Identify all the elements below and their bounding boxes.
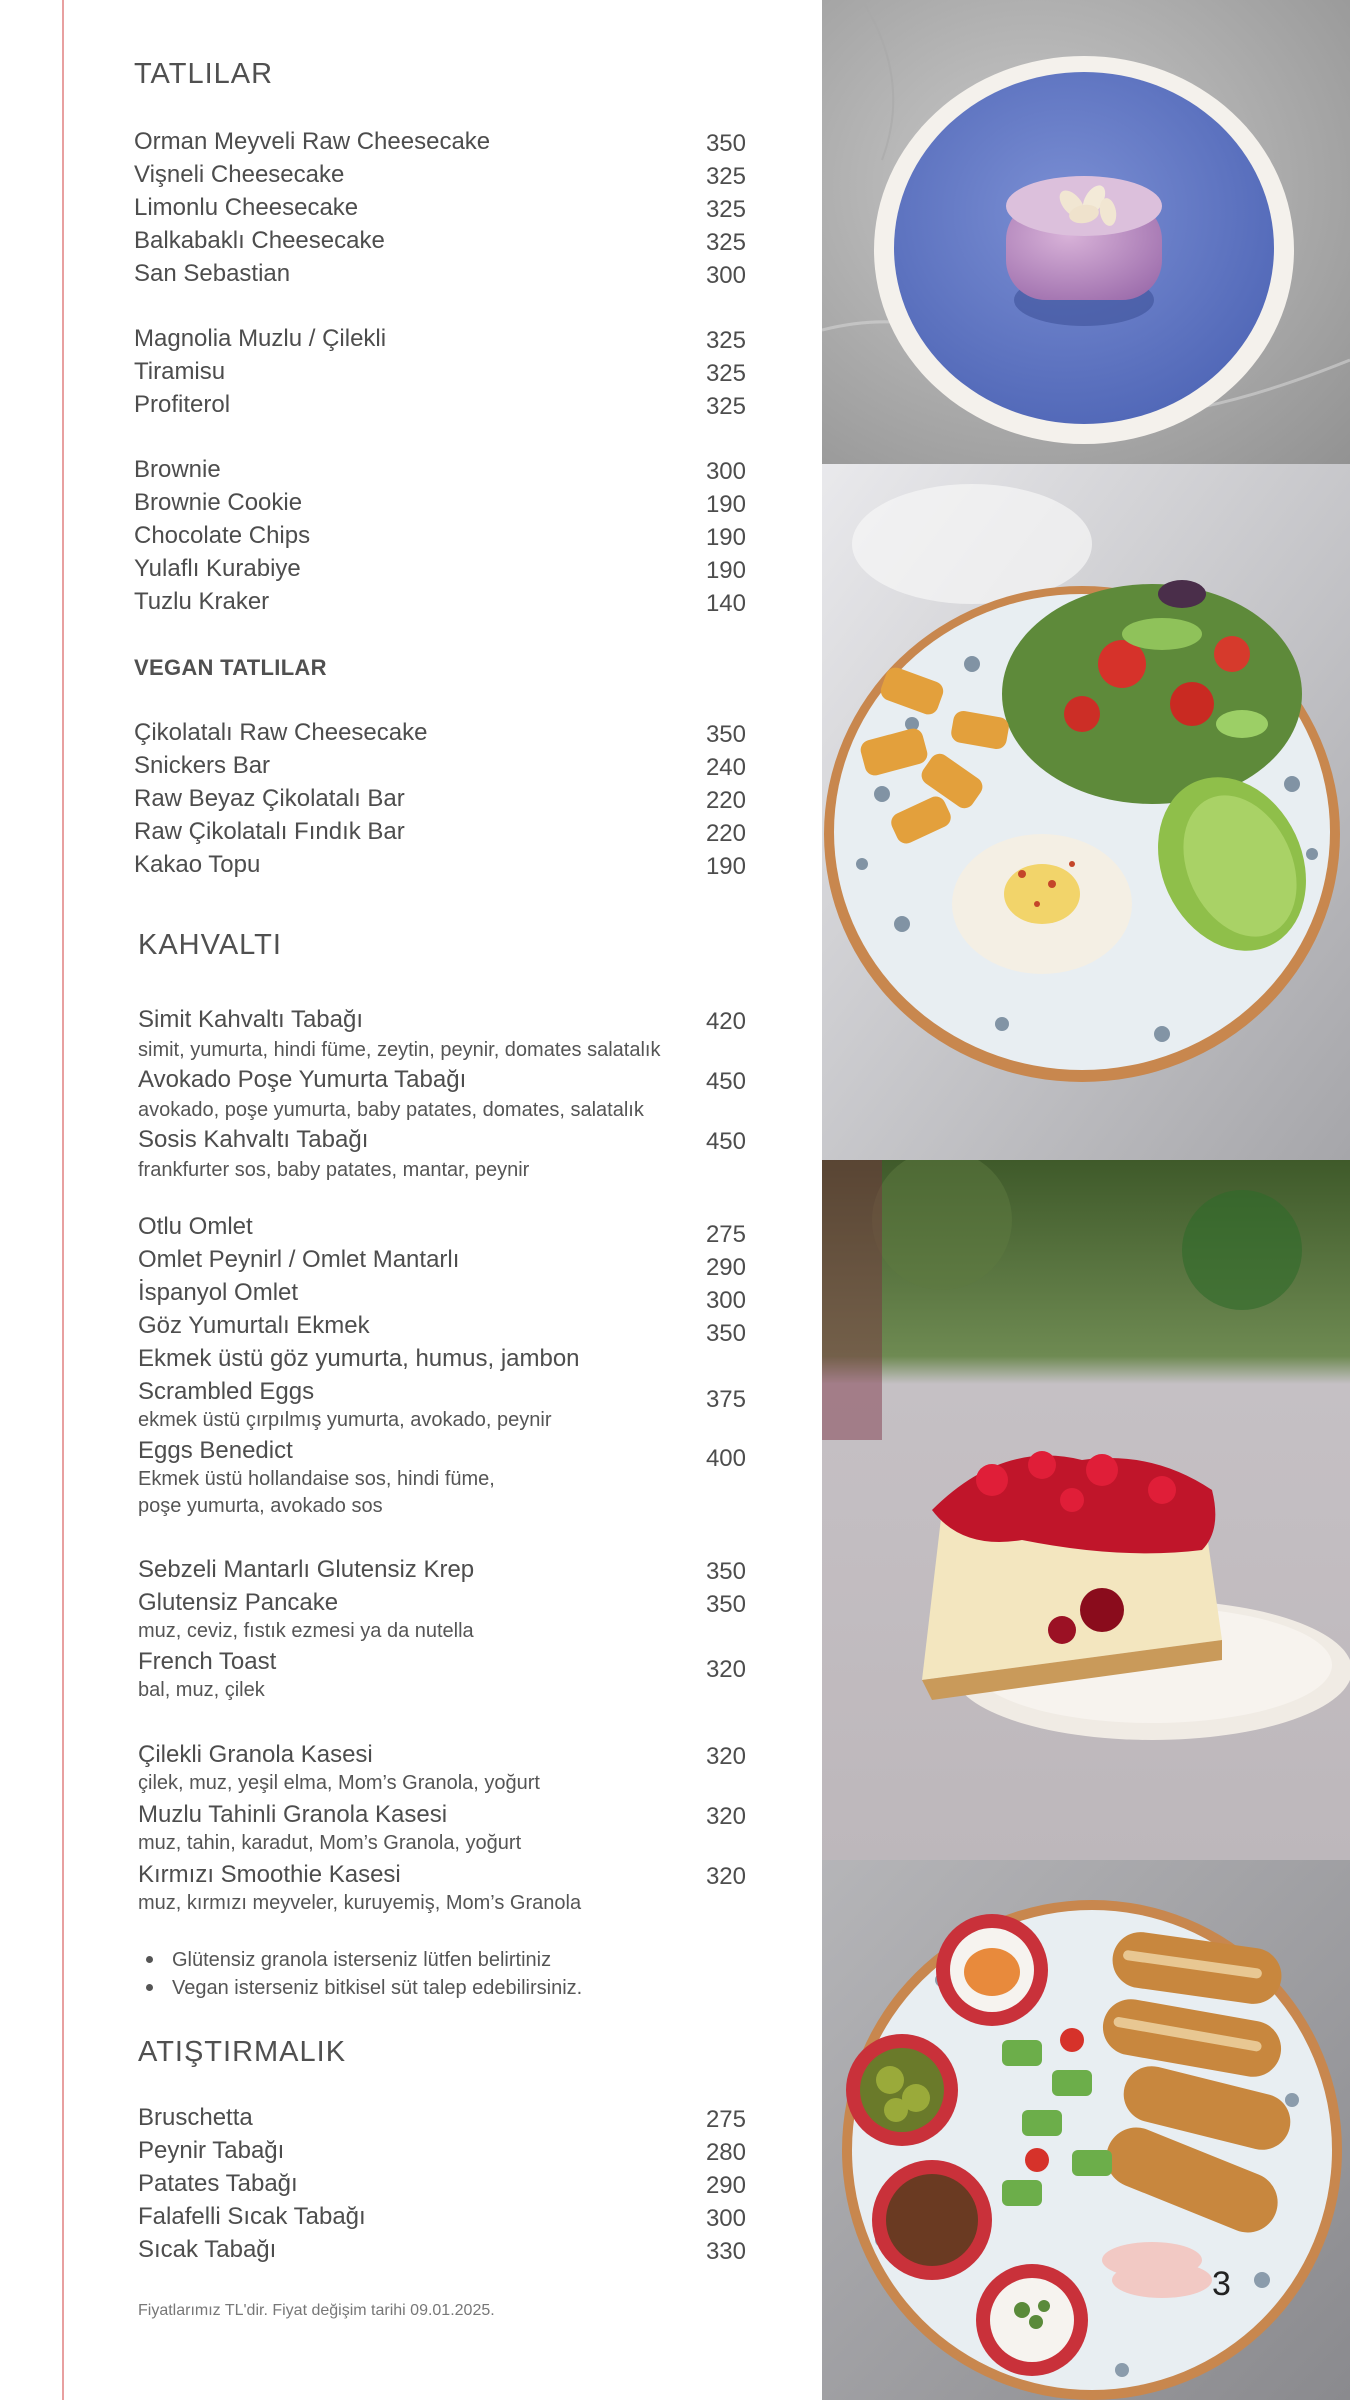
item-price: 400 [705, 1445, 746, 1472]
item-name: Çikolatalı Raw Cheesecake [134, 719, 428, 746]
item-description: frankfurter sos, baby patates, mantar, peynir [138, 1159, 530, 1181]
item-price: 240 [705, 754, 746, 781]
eggs-note [138, 1345, 746, 1377]
item-price: 330 [705, 2238, 746, 2265]
menu-item [138, 1589, 746, 1621]
note-text: Glütensiz granola isterseniz lütfen belirtiniz [172, 1949, 552, 1971]
item-name: Simit Kahvaltı Tabağı [138, 1006, 364, 1033]
item-name: Scrambled Eggs [138, 1378, 315, 1405]
menu-item [138, 2236, 746, 2268]
note-text: Vegan isterseniz bitkisel süt talep edebilirsiniz. [172, 1977, 583, 1999]
item-price: 350 [705, 1591, 746, 1618]
note-item [168, 1974, 582, 2002]
cheesecake-photo [822, 0, 1350, 464]
item-price: 220 [705, 787, 746, 814]
item-name: Peynir Tabağı [138, 2137, 285, 2164]
item-name: French Toast [138, 1648, 277, 1675]
item-description: muz, kırmızı meyveler, kuruyemiş, Mom’s Granola [138, 1892, 582, 1914]
item-name: San Sebastian [134, 260, 291, 287]
item-price: 325 [705, 393, 746, 420]
item-name: Profiterol [134, 391, 231, 418]
avocado-egg-plate-photo [822, 464, 1350, 1160]
photo-column [822, 0, 1350, 2400]
section-title-desserts: TATLILAR [134, 58, 274, 90]
page-number: 3 [1212, 2265, 1231, 2303]
item-name: Tiramisu [134, 358, 226, 385]
item-description: poşe yumurta, avokado sos [138, 1495, 383, 1517]
menu-item [138, 1801, 746, 1833]
item-description: muz, ceviz, fıstık ezmesi ya da nutella [138, 1620, 474, 1642]
item-description: çilek, muz, yeşil elma, Mom’s Granola, yoğurt [138, 1772, 540, 1794]
item-name: Ekmek üstü göz yumurta, humus, jambon [138, 1345, 580, 1372]
item-price: 300 [705, 458, 746, 485]
item-name: Sosis Kahvaltı Tabağı [138, 1126, 369, 1153]
item-name: Sıcak Tabağı [138, 2236, 277, 2263]
item-name: Orman Meyveli Raw Cheesecake [134, 128, 491, 155]
item-name: Çilekli Granola Kasesi [138, 1741, 373, 1768]
item-name: İspanyol Omlet [138, 1279, 299, 1306]
cheesecake-slice-illustration [822, 1160, 1350, 1860]
menu-item [138, 1279, 746, 1314]
item-name: Avokado Poşe Yumurta Tabağı [138, 1066, 467, 1093]
menu-item [138, 1861, 746, 1893]
simit-breakfast-photo [822, 1860, 1350, 2400]
item-price: 190 [705, 557, 746, 584]
item-price: 275 [705, 2106, 746, 2133]
item-price: 220 [705, 820, 746, 847]
item-name: Chocolate Chips [134, 522, 311, 549]
item-name: Patates Tabağı [138, 2170, 298, 2197]
item-name: Bruschetta [138, 2104, 253, 2131]
menu-item [138, 2170, 746, 2202]
item-price: 350 [705, 721, 746, 748]
item-price: 325 [705, 229, 746, 256]
item-name: Magnolia Muzlu / Çilekli [134, 325, 387, 352]
menu-item [138, 1006, 746, 1038]
menu-item [138, 2137, 746, 2169]
item-name: Omlet Peynirl / Omlet Mantarlı [138, 1246, 460, 1273]
item-price: 450 [705, 1128, 746, 1155]
item-price: 320 [705, 1863, 746, 1890]
item-description: muz, tahin, karadut, Mom’s Granola, yoğurt [138, 1832, 522, 1854]
bullet-icon [146, 1984, 153, 1991]
menu-item [138, 1378, 746, 1413]
item-name: Raw Çikolatalı Fındık Bar [134, 818, 405, 845]
section-title-vegan: VEGAN TATLILAR [134, 655, 327, 680]
item-description: simit, yumurta, hindi füme, zeytin, peynir, domates salatalık [138, 1039, 661, 1061]
item-name: Limonlu Cheesecake [134, 194, 359, 221]
item-price: 350 [705, 130, 746, 157]
item-name: Otlu Omlet [138, 1213, 253, 1240]
breakfast-plate-illustration [822, 464, 1350, 1160]
item-price: 300 [705, 2205, 746, 2232]
item-description: Ekmek üstü hollandaise sos, hindi füme, [138, 1468, 495, 1490]
item-price: 140 [705, 590, 746, 617]
item-name: Brownie [134, 456, 221, 483]
menu-item [138, 1246, 746, 1281]
item-name: Eggs Benedict [138, 1437, 293, 1464]
menu-item [138, 1312, 746, 1347]
item-price: 450 [705, 1068, 746, 1095]
item-price: 280 [705, 2139, 746, 2166]
menu-column [134, 0, 754, 2400]
item-price: 190 [705, 491, 746, 518]
item-name: Göz Yumurtalı Ekmek [138, 1312, 370, 1339]
item-price: 320 [705, 1743, 746, 1770]
section-title-breakfast: KAHVALTI [138, 929, 282, 961]
breakfast-block [138, 0, 746, 2400]
item-price: 290 [705, 2172, 746, 2199]
item-price: 325 [705, 327, 746, 354]
item-price: 275 [705, 1221, 746, 1248]
item-name: Vişneli Cheesecake [134, 161, 345, 188]
item-price: 300 [705, 1287, 746, 1314]
item-price: 325 [705, 196, 746, 223]
cherry-cheesecake-photo [822, 1160, 1350, 1860]
menu-item [138, 2104, 746, 2136]
item-description: ekmek üstü çırpılmış yumurta, avokado, peynir [138, 1409, 552, 1431]
price-footnote: Fiyatlarımız TL'dir. Fiyat değişim tarihi 09.01.2025. [138, 2302, 495, 2319]
page-margin-line [62, 0, 64, 2400]
item-name: Raw Beyaz Çikolatalı Bar [134, 785, 405, 812]
item-name: Kırmızı Smoothie Kasesi [138, 1861, 401, 1888]
note-item [168, 1946, 582, 1974]
menu-item [138, 1126, 746, 1158]
item-name: Snickers Bar [134, 752, 271, 779]
item-price: 375 [705, 1386, 746, 1413]
item-price: 190 [705, 524, 746, 551]
item-name: Kakao Topu [134, 851, 261, 878]
item-price: 320 [705, 1803, 746, 1830]
item-price: 190 [705, 853, 746, 880]
menu-item [138, 1437, 746, 1472]
breakfast-notes [168, 1946, 582, 2002]
item-description: bal, muz, çilek [138, 1679, 265, 1701]
item-name: Yulaflı Kurabiye [134, 555, 301, 582]
item-price: 300 [705, 262, 746, 289]
item-description: avokado, poşe yumurta, baby patates, domates, salatalık [138, 1099, 644, 1121]
item-price: 420 [705, 1008, 746, 1035]
item-name: Tuzlu Kraker [134, 588, 270, 615]
item-price: 350 [705, 1320, 746, 1347]
blue-plate-illustration [822, 0, 1350, 464]
menu-item [138, 1066, 746, 1098]
simit-plate-illustration [822, 1860, 1350, 2400]
menu-item [138, 2203, 746, 2235]
item-price: 320 [705, 1656, 746, 1683]
item-price: 350 [705, 1558, 746, 1585]
menu-item [138, 1213, 746, 1248]
item-name: Balkabaklı Cheesecake [134, 227, 385, 254]
menu-item [138, 1648, 746, 1683]
item-name: Glutensiz Pancake [138, 1589, 339, 1616]
item-price: 325 [705, 163, 746, 190]
menu-item [138, 1556, 746, 1588]
item-price: 325 [705, 360, 746, 387]
menu-item [138, 1741, 746, 1773]
item-name: Falafelli Sıcak Tabağı [138, 2203, 366, 2230]
item-name: Brownie Cookie [134, 489, 303, 516]
item-name: Sebzeli Mantarlı Glutensiz Krep [138, 1556, 475, 1583]
section-title-snacks: ATIŞTIRMALIK [138, 2036, 347, 2068]
item-price: 290 [705, 1254, 746, 1281]
bullet-icon [146, 1956, 153, 1963]
item-name: Muzlu Tahinli Granola Kasesi [138, 1801, 448, 1828]
